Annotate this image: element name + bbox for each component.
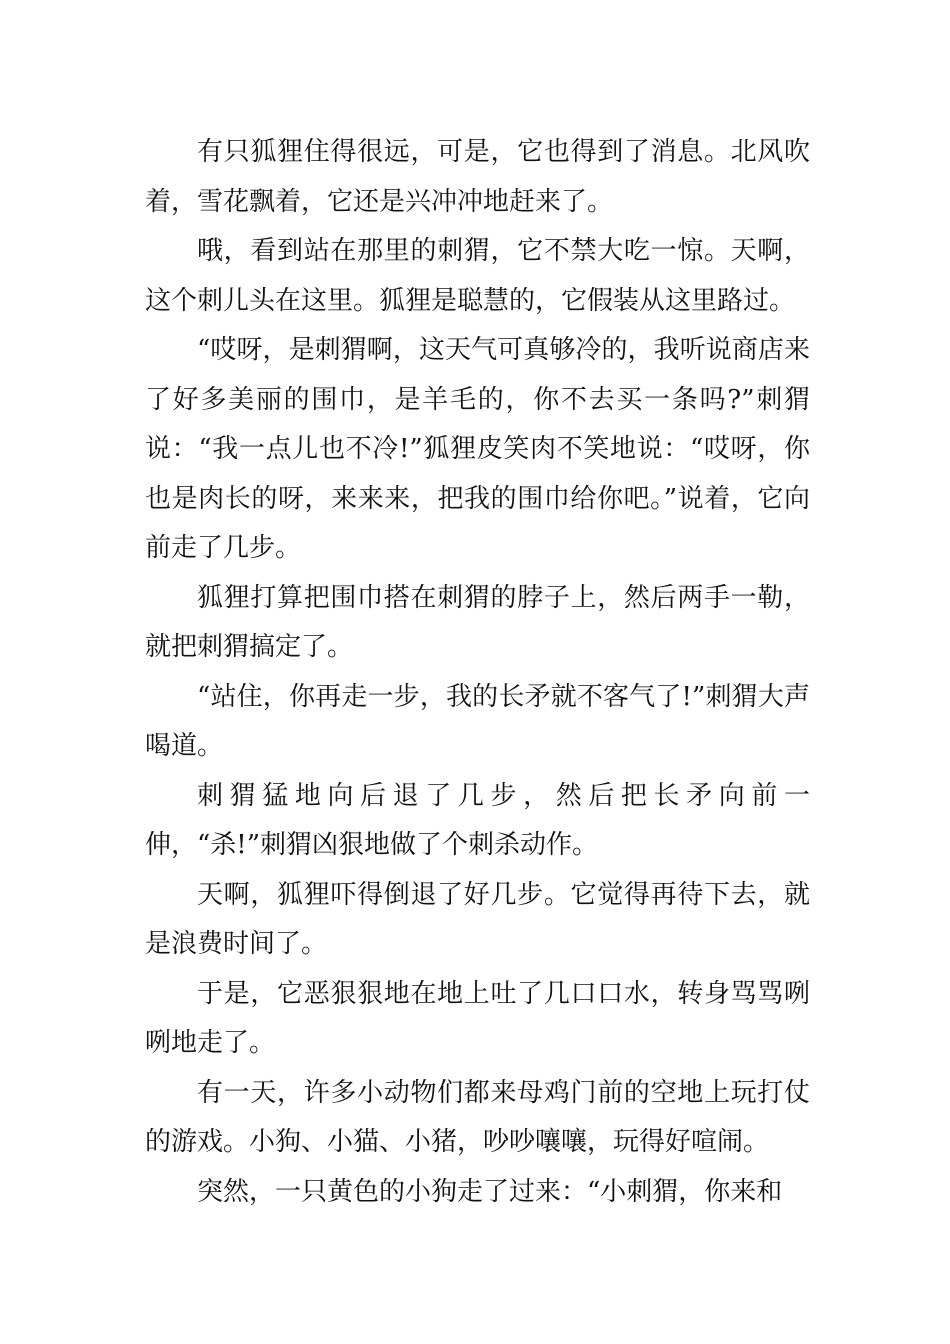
paragraph-8: 于是，它恶狠狠地在地上吐了几口口水，转身骂骂咧咧地走了。 xyxy=(145,978,810,1058)
paragraph-5: “站住，你再走一步，我的长矛就不客气了!”刺猬大声喝道。 xyxy=(145,681,810,761)
paragraph-9: 有一天，许多小动物们都来母鸡门前的空地上玩打仗的游戏。小狗、小猫、小猪，吵吵嚷嚷，玩得好喧闹。 xyxy=(145,1077,810,1157)
document-body xyxy=(145,128,810,1217)
paragraph-10: 突然，一只黄色的小狗走了过来：“小刺猬，你来和 xyxy=(197,1176,783,1207)
paragraph-6: 刺猬猛地向后退了几步，然后把长矛向前一伸，“杀!”刺猬凶狠地做了个刺杀动作。 xyxy=(145,780,810,860)
paragraph-1: 有只狐狸住得很远，可是，它也得到了消息。北风吹着，雪花飘着，它还是兴冲冲地赶来了。 xyxy=(145,137,810,217)
paragraph-3: “哎呀，是刺猬啊，这天气可真够冷的，我听说商店来了好多美丽的围巾，是羊毛的，你不去买一条吗?”刺猬说：“我一点儿也不冷!”狐狸皮笑肉不笑地说：“哎呀，你也是肉长的呀，来来来，把我的围巾给你吧。”说着，它向前走了几步。 xyxy=(145,335,810,563)
paragraph-4: 狐狸打算把围巾搭在刺猬的脖子上，然后两手一勒，就把刺猬搞定了。 xyxy=(145,582,810,662)
paragraph-2: 哦，看到站在那里的刺猬，它不禁大吃一惊。天啊，这个刺儿头在这里。狐狸是聪慧的，它假装从这里路过。 xyxy=(145,236,810,316)
paragraph-7: 天啊，狐狸吓得倒退了好几步。它觉得再待下去，就是浪费时间了。 xyxy=(145,879,810,959)
